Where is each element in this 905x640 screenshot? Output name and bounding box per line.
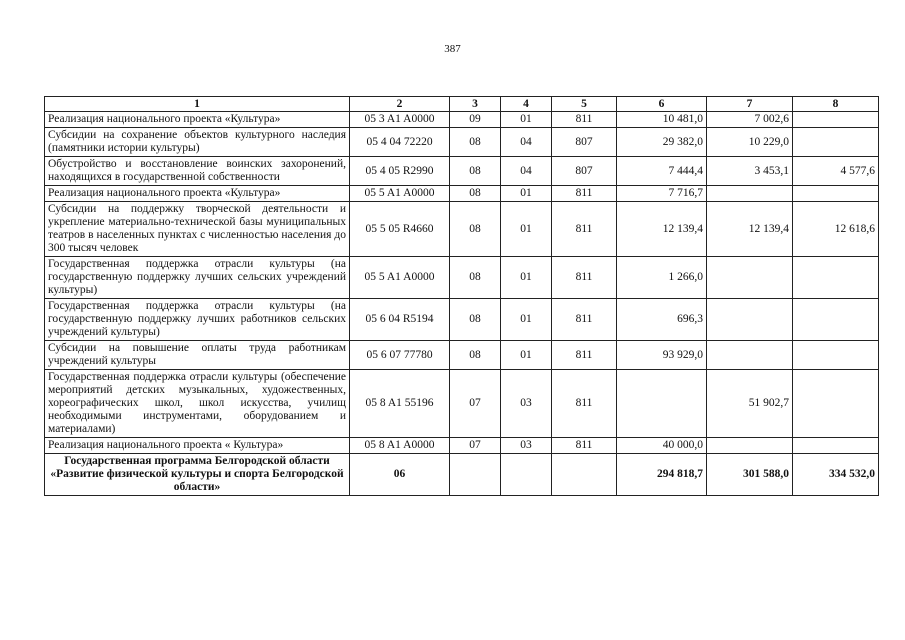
page-number: 387 bbox=[444, 43, 461, 55]
total-expense-type bbox=[552, 454, 617, 496]
row-expense-type: 807 bbox=[552, 128, 617, 157]
row-subsection: 01 bbox=[501, 112, 552, 128]
row-name: Государственная поддержка отрасли культуры (на государственную поддержку лучших сельских учреждений культуры) bbox=[45, 257, 350, 299]
table-row bbox=[45, 370, 879, 438]
row-subsection: 04 bbox=[501, 128, 552, 157]
row-section: 08 bbox=[450, 202, 501, 257]
row-amount-col6: 696,3 bbox=[617, 299, 707, 341]
column-header: 1 bbox=[45, 97, 350, 112]
table-row bbox=[45, 299, 879, 341]
total-subsection bbox=[501, 454, 552, 496]
row-amount-col7 bbox=[707, 186, 793, 202]
row-amount-col6: 40 000,0 bbox=[617, 438, 707, 454]
row-subsection: 03 bbox=[501, 438, 552, 454]
budget-table bbox=[44, 96, 879, 496]
total-amount-col7: 301 588,0 bbox=[707, 454, 793, 496]
row-expense-type: 811 bbox=[552, 202, 617, 257]
row-amount-col6: 12 139,4 bbox=[617, 202, 707, 257]
total-code: 06 bbox=[350, 454, 450, 496]
row-name: Субсидии на повышение оплаты труда работникам учреждений культуры bbox=[45, 341, 350, 370]
total-section bbox=[450, 454, 501, 496]
total-name: Государственная программа Белгородской области «Развитие физической культуры и спорта Белгородской области» bbox=[45, 454, 350, 496]
row-amount-col7 bbox=[707, 341, 793, 370]
row-name: Государственная поддержка отрасли культуры (на государственную поддержку лучших работников сельских учреждений культуры) bbox=[45, 299, 350, 341]
row-code: 05 5 05 R4660 bbox=[350, 202, 450, 257]
table-row bbox=[45, 186, 879, 202]
row-subsection: 01 bbox=[501, 257, 552, 299]
table-row bbox=[45, 128, 879, 157]
row-subsection: 03 bbox=[501, 370, 552, 438]
row-amount-col8 bbox=[793, 299, 879, 341]
row-section: 08 bbox=[450, 157, 501, 186]
table-row bbox=[45, 438, 879, 454]
row-name: Государственная поддержка отрасли культуры (обеспечение мероприятий детских музыкальных, художественных, хореографических школ, школ искусства, училищ необходимыми инструментами, оборудованием и материалами) bbox=[45, 370, 350, 438]
column-header: 4 bbox=[501, 97, 552, 112]
row-amount-col6 bbox=[617, 370, 707, 438]
row-code: 05 8 A1 55196 bbox=[350, 370, 450, 438]
row-expense-type: 807 bbox=[552, 157, 617, 186]
row-amount-col6: 7 444,4 bbox=[617, 157, 707, 186]
row-code: 05 5 A1 A0000 bbox=[350, 186, 450, 202]
table-row bbox=[45, 112, 879, 128]
row-amount-col8 bbox=[793, 128, 879, 157]
row-name: Субсидии на сохранение объектов культурного наследия (памятники истории культуры) bbox=[45, 128, 350, 157]
row-expense-type: 811 bbox=[552, 299, 617, 341]
row-section: 07 bbox=[450, 438, 501, 454]
row-amount-col8: 4 577,6 bbox=[793, 157, 879, 186]
row-code: 05 8 A1 A0000 bbox=[350, 438, 450, 454]
row-amount-col6: 29 382,0 bbox=[617, 128, 707, 157]
row-code: 05 5 A1 A0000 bbox=[350, 257, 450, 299]
total-row bbox=[45, 454, 879, 496]
row-section: 08 bbox=[450, 128, 501, 157]
row-expense-type: 811 bbox=[552, 112, 617, 128]
row-subsection: 01 bbox=[501, 341, 552, 370]
table-row bbox=[45, 257, 879, 299]
column-header: 3 bbox=[450, 97, 501, 112]
row-amount-col7 bbox=[707, 299, 793, 341]
row-amount-col6: 7 716,7 bbox=[617, 186, 707, 202]
row-name: Реализация национального проекта «Культура» bbox=[45, 112, 350, 128]
row-expense-type: 811 bbox=[552, 186, 617, 202]
row-expense-type: 811 bbox=[552, 438, 617, 454]
total-amount-col8: 334 532,0 bbox=[793, 454, 879, 496]
row-amount-col8 bbox=[793, 438, 879, 454]
row-amount-col8 bbox=[793, 370, 879, 438]
row-subsection: 01 bbox=[501, 299, 552, 341]
row-subsection: 04 bbox=[501, 157, 552, 186]
row-amount-col8 bbox=[793, 341, 879, 370]
row-name: Обустройство и восстановление воинских захоронений, находящихся в государственной собственности bbox=[45, 157, 350, 186]
row-amount-col6: 10 481,0 bbox=[617, 112, 707, 128]
row-amount-col8 bbox=[793, 112, 879, 128]
row-amount-col8: 12 618,6 bbox=[793, 202, 879, 257]
row-code: 05 4 04 72220 bbox=[350, 128, 450, 157]
row-amount-col8 bbox=[793, 257, 879, 299]
row-amount-col7 bbox=[707, 257, 793, 299]
row-section: 07 bbox=[450, 370, 501, 438]
column-header: 6 bbox=[617, 97, 707, 112]
column-header: 5 bbox=[552, 97, 617, 112]
row-amount-col7: 51 902,7 bbox=[707, 370, 793, 438]
row-subsection: 01 bbox=[501, 186, 552, 202]
total-amount-col6: 294 818,7 bbox=[617, 454, 707, 496]
row-amount-col7: 10 229,0 bbox=[707, 128, 793, 157]
row-name: Реализация национального проекта «Культура» bbox=[45, 186, 350, 202]
table-row bbox=[45, 202, 879, 257]
row-code: 05 3 A1 A0000 bbox=[350, 112, 450, 128]
row-amount-col6: 1 266,0 bbox=[617, 257, 707, 299]
row-section: 08 bbox=[450, 341, 501, 370]
row-amount-col8 bbox=[793, 186, 879, 202]
column-header: 2 bbox=[350, 97, 450, 112]
row-name: Реализация национального проекта « Культура» bbox=[45, 438, 350, 454]
row-amount-col7 bbox=[707, 438, 793, 454]
row-amount-col6: 93 929,0 bbox=[617, 341, 707, 370]
row-section: 08 bbox=[450, 257, 501, 299]
table-row bbox=[45, 157, 879, 186]
row-expense-type: 811 bbox=[552, 341, 617, 370]
row-section: 09 bbox=[450, 112, 501, 128]
row-expense-type: 811 bbox=[552, 257, 617, 299]
row-name: Субсидии на поддержку творческой деятельности и укрепление материально-технической базы муниципальных театров в населенных пунктах с численностью населения до 300 тысяч человек bbox=[45, 202, 350, 257]
row-amount-col7: 7 002,6 bbox=[707, 112, 793, 128]
row-section: 08 bbox=[450, 299, 501, 341]
header-row bbox=[45, 97, 879, 112]
row-code: 05 6 04 R5194 bbox=[350, 299, 450, 341]
row-section: 08 bbox=[450, 186, 501, 202]
row-expense-type: 811 bbox=[552, 370, 617, 438]
row-amount-col7: 3 453,1 bbox=[707, 157, 793, 186]
column-header: 7 bbox=[707, 97, 793, 112]
row-code: 05 6 07 77780 bbox=[350, 341, 450, 370]
row-amount-col7: 12 139,4 bbox=[707, 202, 793, 257]
row-subsection: 01 bbox=[501, 202, 552, 257]
row-code: 05 4 05 R2990 bbox=[350, 157, 450, 186]
table-row bbox=[45, 341, 879, 370]
column-header: 8 bbox=[793, 97, 879, 112]
